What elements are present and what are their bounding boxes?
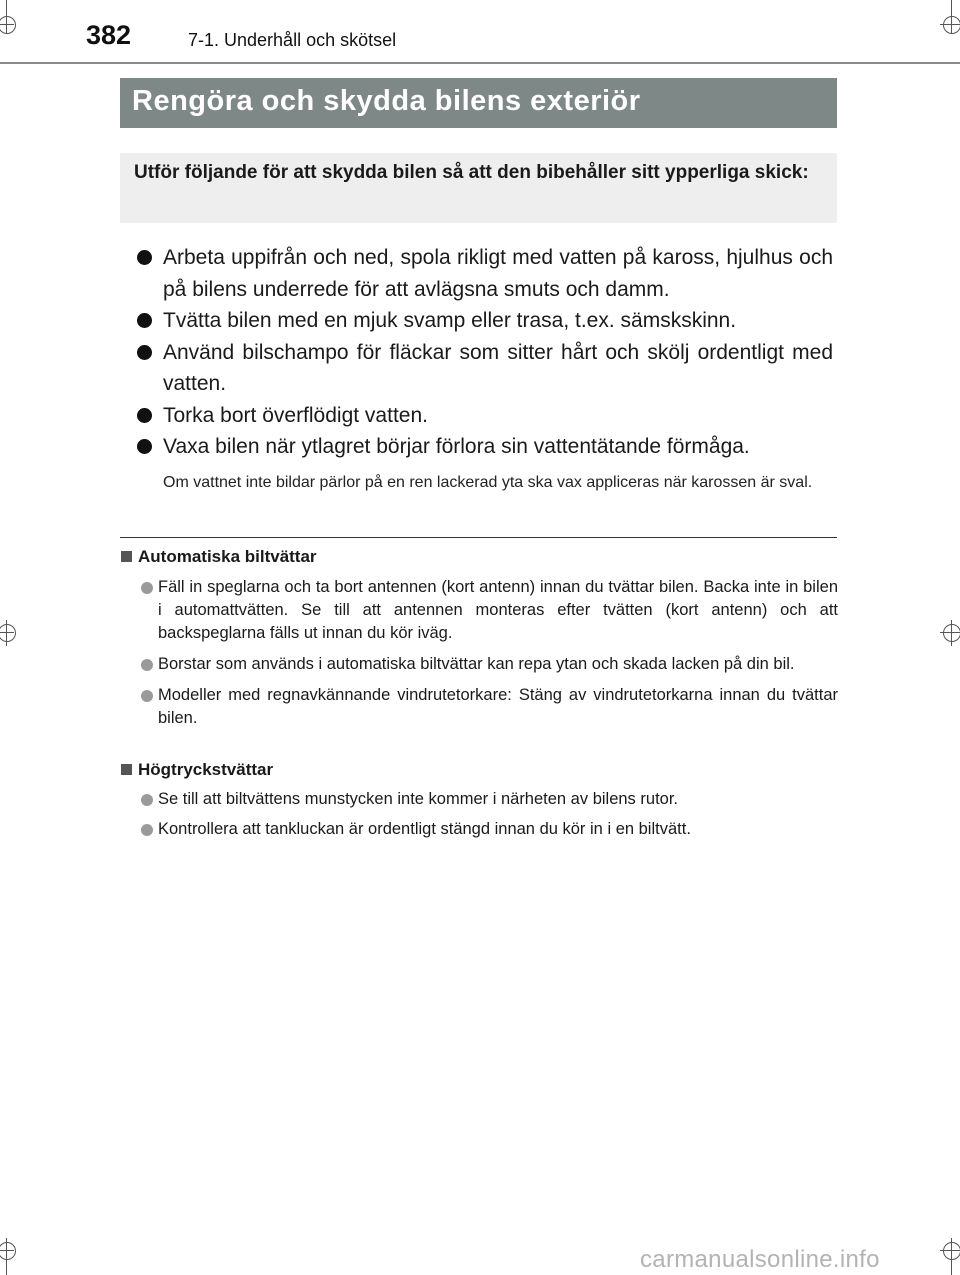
bullet-icon <box>141 659 153 671</box>
wax-note: Om vattnet inte bildar pärlor på en ren lackerad yta ska vax appliceras när karossen är sval. <box>163 473 813 491</box>
bullet-icon <box>137 439 152 454</box>
bullet-icon <box>141 794 153 806</box>
square-bullet-icon <box>121 551 132 562</box>
bullet-icon <box>137 345 152 360</box>
bullet-icon <box>141 582 153 594</box>
header-divider <box>0 62 960 64</box>
subsection-heading <box>120 758 838 782</box>
main-item-text: Vaxa bilen när ytlagret börjar förlora sin vattentätande förmåga. <box>163 435 750 458</box>
sub-list-item <box>120 576 838 645</box>
section-automatic-car-wash <box>120 545 838 730</box>
subsection-heading-text: Automatiska biltvättar <box>138 547 317 566</box>
bullet-icon <box>137 250 152 265</box>
sub-item-text: Fäll in speglarna och ta bort antennen (kort antenn) innan du tvättar bilen. Backa inte in bilen i automattvätten. Se till att antennen monteras efter tvätten (kort antenn) och att backspeglarna fälls ut innan du kör iväg. <box>158 578 838 642</box>
main-list-item <box>135 400 833 432</box>
section-divider <box>120 537 837 538</box>
subsection-heading-text: Högtryckstvättar <box>138 760 274 779</box>
main-item-text: Använd bilschampo för fläckar som sitter hårt och skölj ordentligt med vatten. <box>163 340 833 395</box>
subsection-heading <box>120 545 838 569</box>
section-high-pressure-wash <box>120 758 838 841</box>
bullet-icon <box>137 408 152 423</box>
main-item-text: Torka bort överflödigt vatten. <box>163 403 428 427</box>
sub-list-item <box>120 653 838 676</box>
page-number: 382 <box>86 20 132 50</box>
sub-list-item <box>120 818 838 841</box>
bullet-icon <box>137 313 152 328</box>
sub-item-text: Kontrollera att tankluckan är ordentligt stängd innan du kör in i en biltvätt. <box>158 820 691 838</box>
sub-item-text: Borstar som används i automatiska biltvättar kan repa ytan och skada lacken på din bil. <box>158 655 795 673</box>
sub-item-text: Modeller med regnavkännande vindrutetorkare: Stäng av vindrutetorkarna innan du tvättar bilen. <box>158 686 838 727</box>
main-item-text: Arbeta uppifrån och ned, spola rikligt med vatten på kaross, hjulhus och på bilens underrede för att avlägsna smuts och damm. <box>163 246 833 301</box>
watermark: carmanualsonline.info <box>640 1246 880 1273</box>
main-list-item <box>135 242 833 305</box>
bullet-icon <box>141 690 153 702</box>
section-title: Rengöra och skydda bilens exteriör <box>120 78 837 128</box>
main-bullet-list <box>135 242 833 494</box>
main-list-item <box>135 305 833 337</box>
intro-box: Utför följande för att skydda bilen så att den bibehåller sitt ypperliga skick: <box>120 153 837 223</box>
sub-list-item <box>120 684 838 730</box>
sub-item-text: Se till att biltvättens munstycken inte kommer i närheten av bilens rutor. <box>158 790 678 808</box>
chapter-heading: 7-1. Underhåll och skötsel <box>188 30 397 50</box>
main-list-item <box>135 431 833 463</box>
square-bullet-icon <box>121 764 132 775</box>
main-list-item <box>135 337 833 400</box>
main-item-text: Tvätta bilen med en mjuk svamp eller trasa, t.ex. sämskskinn. <box>163 309 737 332</box>
sub-list-item <box>120 788 838 811</box>
bullet-icon <box>141 824 153 836</box>
